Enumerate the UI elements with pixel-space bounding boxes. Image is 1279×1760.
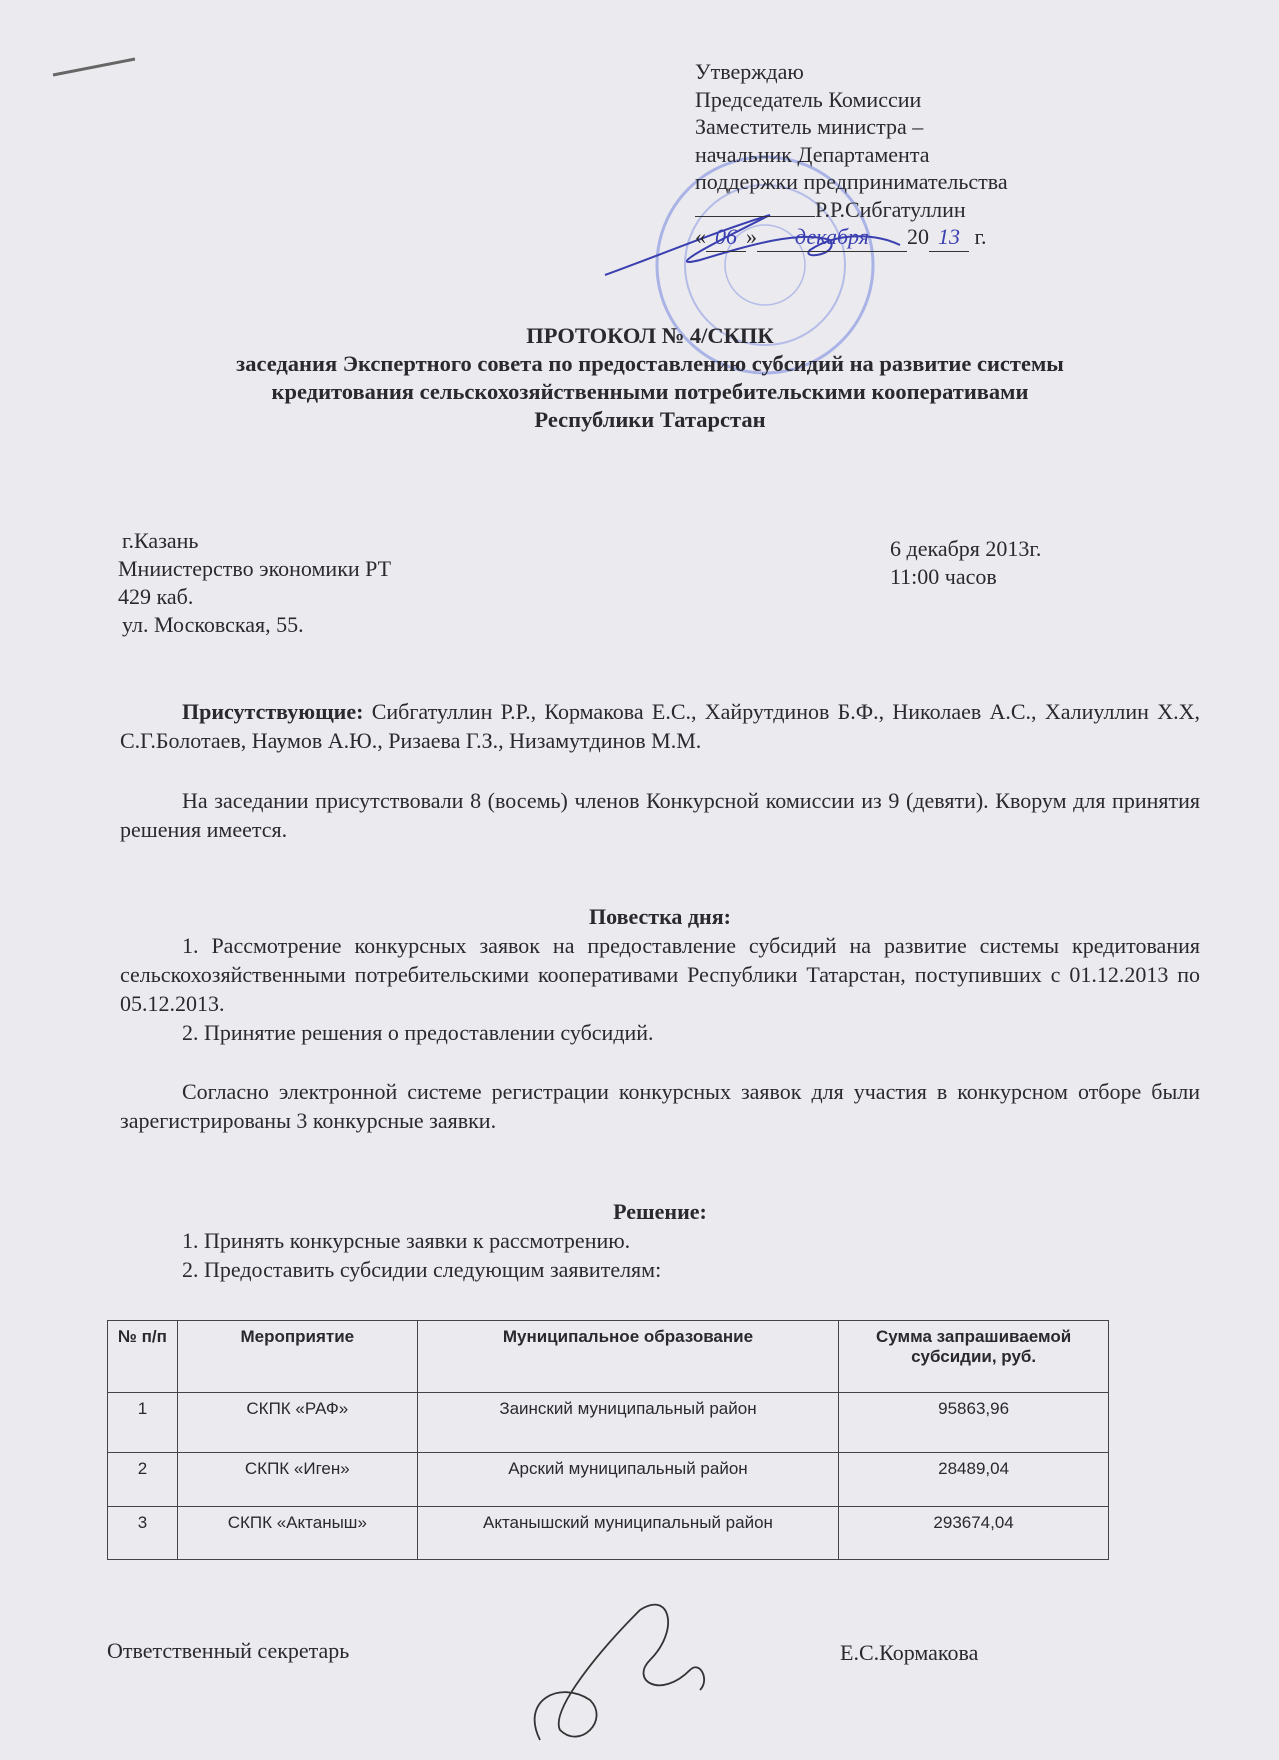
cell-event: СКПК «Иген» <box>177 1453 417 1507</box>
approval-line: Заместитель министра – <box>695 114 924 139</box>
day: 06 <box>706 223 746 252</box>
approval-line: поддержки предпринимательства <box>695 169 1008 194</box>
cell-event: СКПК «РАФ» <box>177 1393 417 1453</box>
meeting-place <box>118 527 391 639</box>
meeting-date: 6 декабря 2013г. <box>890 536 1042 561</box>
quote: « <box>695 224 706 249</box>
quote: » <box>746 224 757 249</box>
meeting-time: 11:00 часов <box>890 564 997 589</box>
approval-line: Утверждаю <box>695 59 804 84</box>
header-cell: Муниципальное образование <box>417 1321 839 1393</box>
cell-event: СКПК «Актаныш» <box>177 1507 417 1560</box>
title-line: кредитования сельскохозяйственными потребительскими кооперативами <box>271 379 1029 404</box>
secretary-role: Ответственный секретарь <box>107 1638 350 1663</box>
agenda-item: 2. Принятие решения о предоставлении субсидий. <box>182 1020 654 1045</box>
place-line: ул. Московская, 55. <box>122 612 304 637</box>
agenda-item: 1. Рассмотрение конкурсных заявок на предоставление субсидий на развитие системы кредитования сельскохозяйственными потребительскими кооперативами Республики Татарстан, поступивших с 01.12.2013 по 05.12.2013. <box>120 933 1200 1016</box>
year-unit: г. <box>974 224 987 249</box>
cell-municipality: Заинский муниципальный район <box>417 1393 839 1453</box>
approval-date <box>695 223 1008 252</box>
attendees-label: Присутствующие: <box>182 699 364 724</box>
header-cell: Мероприятие <box>177 1321 417 1393</box>
approval-line: Председатель Комиссии <box>695 86 922 112</box>
decision-item: 1. Принять конкурсные заявки к рассмотрению. <box>182 1228 631 1253</box>
year-prefix: 20 <box>907 224 929 249</box>
cell-number: 2 <box>108 1453 178 1507</box>
place-line: 429 каб. <box>118 584 194 609</box>
approval-line: начальник Департамента <box>695 141 930 167</box>
title-line: ПРОТОКОЛ № 4/СКПК <box>526 323 774 348</box>
attendees-list: Сибгатуллин Р.Р., Кормакова Е.С., Хайрутдинов Б.Ф., Николаев А.С., Халиуллин Х.Х, С.Г.Болотаев, Наумов А.Ю., Ризаева Г.З., Низамутдинов М.М. <box>120 699 1200 753</box>
cell-municipality: Актанышский муниципальный район <box>417 1507 839 1560</box>
cell-number: 1 <box>108 1393 178 1453</box>
header-cell: Сумма запрашиваемой субсидии, руб. <box>839 1321 1109 1393</box>
cell-amount: 95863,96 <box>839 1393 1109 1453</box>
quorum: На заседании присутствовали 8 (восемь) членов Конкурсной комиссии из 9 (девяти). Кворум для принятия решения имеется. <box>120 788 1200 842</box>
approver-name: Р.Р.Сибгатуллин <box>815 196 966 222</box>
table-row <box>108 1507 1109 1560</box>
decision-item: 2. Предоставить субсидии следующим заявителям: <box>182 1257 662 1282</box>
cell-amount: 28489,04 <box>839 1453 1109 1507</box>
table-row <box>108 1453 1109 1507</box>
table-row <box>108 1393 1109 1453</box>
agenda-heading: Повестка дня: <box>589 904 731 929</box>
month: декабря <box>757 223 907 252</box>
secretary-name: Е.С.Кормакова <box>840 1640 979 1665</box>
meeting-datetime <box>890 535 1041 591</box>
cell-amount: 293674,04 <box>839 1507 1109 1560</box>
secretary-signature <box>520 1590 720 1760</box>
place-line: Мниистерство экономики РТ <box>118 556 392 581</box>
registration-text: Согласно электронной системе регистрации конкурсных заявок для участия в конкурсном отборе были зарегистрированы 3 конкурсные заявки. <box>120 1079 1200 1133</box>
table-header-row <box>108 1321 1109 1393</box>
pen-mark <box>50 55 140 80</box>
document-title <box>100 322 1200 434</box>
cell-municipality: Арский муниципальный район <box>417 1453 839 1507</box>
year-suffix: 13 <box>929 223 969 252</box>
cell-number: 3 <box>108 1507 178 1560</box>
title-line: заседания Экспертного совета по предоставлению субсидий на развитие системы <box>236 351 1064 376</box>
title-line: Республики Татарстан <box>534 407 766 432</box>
header-cell: № п/п <box>108 1321 178 1393</box>
place-line: г.Казань <box>122 528 199 553</box>
decision-heading: Решение: <box>613 1199 707 1224</box>
subsidies-table <box>107 1320 1109 1560</box>
approval-block <box>695 58 1008 252</box>
attendees <box>120 697 1200 755</box>
